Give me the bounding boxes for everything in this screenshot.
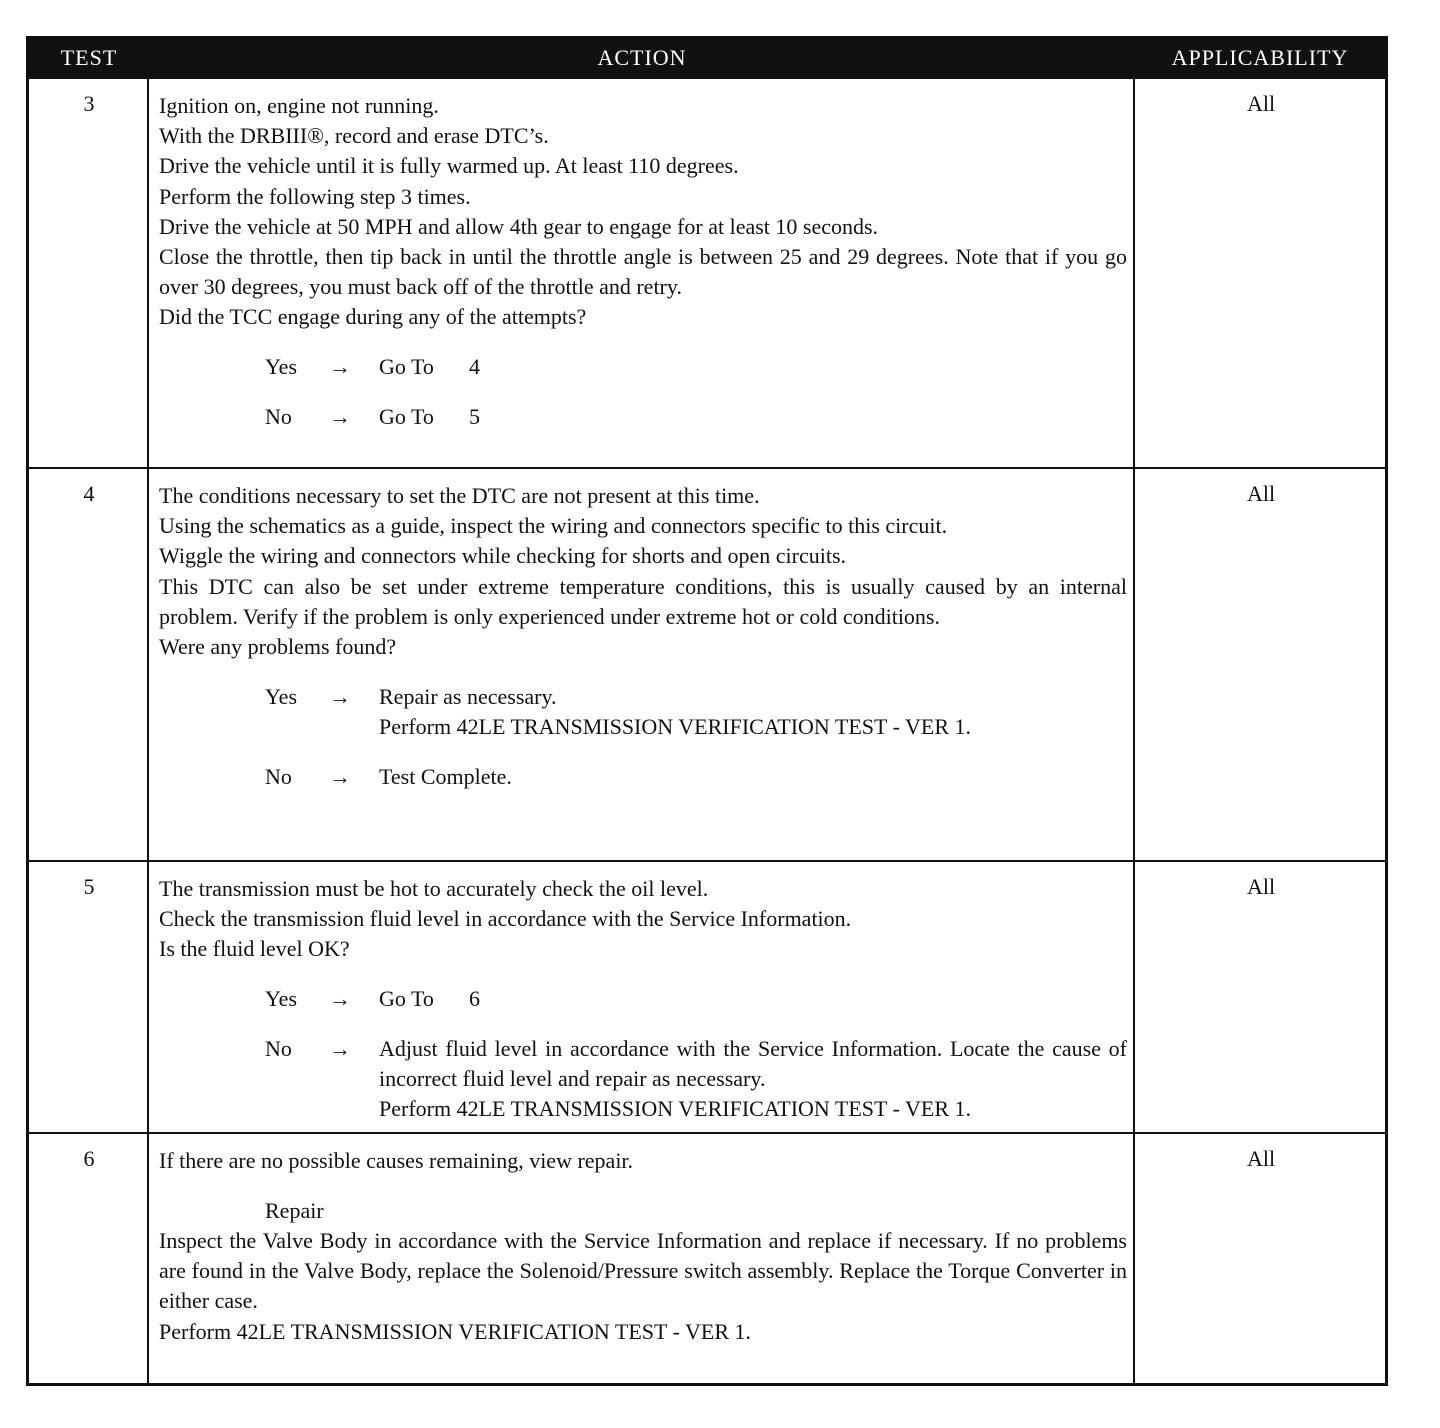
action-line: Ignition on, engine not running. (159, 93, 439, 118)
test-number: 5 (83, 874, 95, 899)
goto-label: Go To (379, 354, 434, 380)
arrow-icon: → (329, 763, 351, 789)
table-row-test-5 (29, 862, 1385, 1132)
action-line: The conditions necessary to set the DTC are not present at this time. (159, 483, 760, 508)
action-line: The transmission must be hot to accurately check the oil level. (159, 876, 709, 901)
table-row-test-3 (29, 79, 1385, 467)
repair-label: Repair (265, 1197, 324, 1223)
action-line: Were any problems found? (159, 634, 397, 660)
header-test: TEST (60, 45, 118, 70)
answer-no (159, 402, 1127, 432)
action-line: If there are no possible causes remaining, view repair. (159, 1148, 634, 1173)
goto-target: 6 (469, 986, 480, 1012)
answer-yes (159, 984, 1127, 1014)
goto-target: 4 (469, 354, 480, 380)
answer-key: No (265, 403, 292, 429)
action-cell (159, 874, 1127, 1124)
table-row-test-6 (29, 1134, 1385, 1383)
action-cell (159, 1146, 1127, 1347)
goto-label: Go To (379, 403, 434, 429)
table-row-test-4 (29, 469, 1385, 860)
test-number: 6 (83, 1146, 95, 1171)
answer-key: Yes (265, 354, 298, 380)
answer-yes (159, 682, 1127, 742)
applicability-cell: All (1246, 1146, 1276, 1171)
answer-key: No (265, 1035, 292, 1061)
applicability-cell: All (1246, 91, 1276, 116)
answer-key: Yes (265, 683, 298, 709)
repair-text: Inspect the Valve Body in accordance with the Service Information and replace if necessary. If no problems are found in the Valve Body, replace the Solenoid/Pressure switch assembly. Replace the Torque Converter in either case. (159, 1227, 1127, 1314)
answer-line: Perform 42LE TRANSMISSION VERIFICATION TEST - VER 1. (379, 1096, 971, 1122)
goto-label: Go To (379, 986, 434, 1012)
action-line: Check the transmission fluid level in accordance with the Service Information. (159, 906, 852, 932)
action-line: With the DRBIII®, record and erase DTC’s. (159, 123, 549, 149)
action-line: Using the schematics as a guide, inspect the wiring and connectors specific to this circuit. (159, 513, 948, 539)
applicability-cell: All (1246, 481, 1276, 506)
action-line: This DTC can also be set under extreme temperature conditions, this is usually caused by an internal problem. Verify if the problem is only experienced under extreme hot or cold conditions. (159, 573, 1127, 629)
action-line: Wiggle the wiring and connectors while checking for shorts and open circuits. (159, 543, 847, 569)
arrow-icon: → (329, 1035, 351, 1061)
arrow-icon: → (329, 403, 351, 429)
applicability-cell: All (1246, 874, 1276, 899)
answer-key: No (265, 763, 292, 789)
answer-line: Perform 42LE TRANSMISSION VERIFICATION TEST - VER 1. (379, 713, 971, 739)
action-line: Did the TCC engage during any of the attempts? (159, 304, 587, 330)
header-action: ACTION (597, 45, 687, 70)
action-line: Perform the following step 3 times. (159, 183, 471, 209)
arrow-icon: → (329, 986, 351, 1012)
repair-verify: Perform 42LE TRANSMISSION VERIFICATION TEST - VER 1. (159, 1318, 751, 1344)
action-line: Drive the vehicle at 50 MPH and allow 4th gear to engage for at least 10 seconds. (159, 213, 879, 239)
action-line: Close the throttle, then tip back in until the throttle angle is between 25 and 29 degrees. Note that if you go over 30 degrees, you must back off of the throttle and retry. (159, 244, 1127, 300)
action-cell (159, 91, 1127, 432)
diagnostic-table (26, 36, 1388, 1386)
answer-key: Yes (265, 986, 298, 1012)
header-applicability: APPLICABILITY (1171, 45, 1349, 70)
action-line: Is the fluid level OK? (159, 936, 350, 962)
goto-target: 5 (469, 403, 480, 429)
arrow-icon: → (329, 683, 351, 709)
test-number: 3 (83, 91, 95, 116)
answer-yes (159, 352, 1127, 382)
table-header (29, 39, 1385, 79)
test-number: 4 (83, 481, 95, 506)
answer-no (159, 762, 1127, 792)
action-line: Drive the vehicle until it is fully warmed up. At least 110 degrees. (159, 153, 739, 179)
arrow-icon: → (329, 354, 351, 380)
answer-line: Repair as necessary. (379, 683, 557, 709)
answer-no (159, 1034, 1127, 1125)
action-cell (159, 481, 1127, 792)
answer-line: Adjust fluid level in accordance with the Service Information. Locate the cause of incorrect fluid level and repair as necessary. (379, 1035, 1127, 1091)
answer-line: Test Complete. (379, 763, 512, 789)
